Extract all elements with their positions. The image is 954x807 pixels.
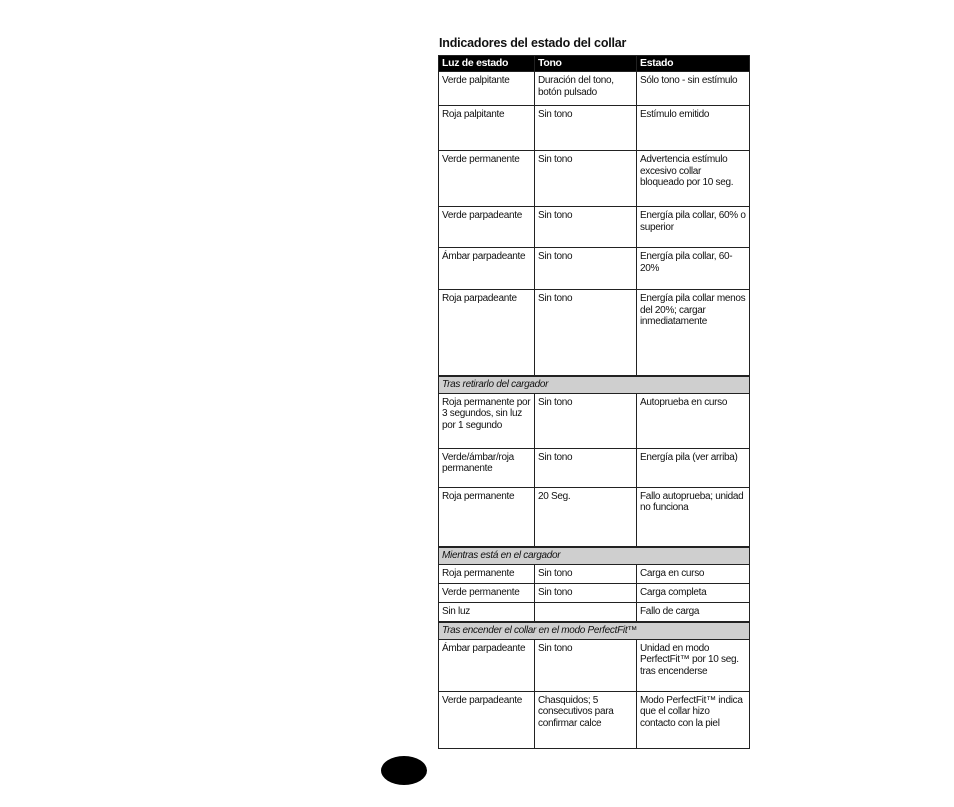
section-heading: Tras encender el collar en el modo PerfectFit™ xyxy=(439,622,750,640)
table-row xyxy=(439,487,750,547)
cell-light: Sin luz xyxy=(439,603,535,622)
table-row xyxy=(439,603,750,622)
cell-status: Unidad en modo PerfectFit™ por 10 seg. tras encenderse xyxy=(637,639,750,691)
section-heading: Mientras está en el cargador xyxy=(439,547,750,565)
cell-status: Estímulo emitido xyxy=(637,106,750,151)
cell-status: Energía pila (ver arriba) xyxy=(637,448,750,487)
page-marker-dot xyxy=(381,756,427,785)
cell-light: Verde permanente xyxy=(439,584,535,603)
section-header-row xyxy=(439,376,750,394)
cell-tone: Sin tono xyxy=(535,290,637,376)
cell-light: Roja permanente por 3 segundos, sin luz por 1 segundo xyxy=(439,393,535,448)
column-header-light: Luz de estado xyxy=(439,56,535,72)
cell-light: Roja palpitante xyxy=(439,106,535,151)
section-header-row xyxy=(439,622,750,640)
cell-tone: Sin tono xyxy=(535,639,637,691)
table-header-row xyxy=(439,56,750,72)
page-title: Indicadores del estado del collar xyxy=(439,36,627,50)
cell-light: Verde permanente xyxy=(439,151,535,207)
section-header-row xyxy=(439,547,750,565)
cell-light: Ámbar parpadeante xyxy=(439,248,535,290)
cell-tone: Sin tono xyxy=(535,248,637,290)
cell-tone: Sin tono xyxy=(535,151,637,207)
cell-light: Ámbar parpadeante xyxy=(439,639,535,691)
cell-status: Fallo de carga xyxy=(637,603,750,622)
cell-tone: Sin tono xyxy=(535,106,637,151)
cell-tone: Sin tono xyxy=(535,448,637,487)
cell-light: Verde/ámbar/roja permanente xyxy=(439,448,535,487)
cell-tone: Duración del tono, botón pulsado xyxy=(535,72,637,106)
cell-tone xyxy=(535,603,637,622)
cell-status: Energía pila collar menos del 20%; cargar inmediatamente xyxy=(637,290,750,376)
table-row xyxy=(439,639,750,691)
table-row xyxy=(439,290,750,376)
table-row xyxy=(439,72,750,106)
cell-light: Roja parpadeante xyxy=(439,290,535,376)
cell-status: Energía pila collar, 60% o superior xyxy=(637,207,750,248)
table-row xyxy=(439,207,750,248)
cell-light: Verde parpadeante xyxy=(439,691,535,748)
cell-status: Energía pila collar, 60-20% xyxy=(637,248,750,290)
table-row xyxy=(439,691,750,748)
cell-status: Fallo autoprueba; unidad no funciona xyxy=(637,487,750,547)
table-row xyxy=(439,106,750,151)
cell-status: Sólo tono - sin estímulo xyxy=(637,72,750,106)
table-row xyxy=(439,565,750,584)
cell-tone: Chasquidos; 5 consecutivos para confirmar calce xyxy=(535,691,637,748)
cell-light: Roja permanente xyxy=(439,565,535,584)
cell-tone: Sin tono xyxy=(535,565,637,584)
cell-tone: Sin tono xyxy=(535,207,637,248)
cell-status: Advertencia estímulo excesivo collar bloqueado por 10 seg. xyxy=(637,151,750,207)
cell-status: Modo PerfectFit™ indica que el collar hizo contacto con la piel xyxy=(637,691,750,748)
cell-light: Verde parpadeante xyxy=(439,207,535,248)
cell-tone: Sin tono xyxy=(535,393,637,448)
table-row xyxy=(439,448,750,487)
section-heading: Tras retirarlo del cargador xyxy=(439,376,750,394)
cell-tone: 20 Seg. xyxy=(535,487,637,547)
column-header-status: Estado xyxy=(637,56,750,72)
cell-status: Carga en curso xyxy=(637,565,750,584)
cell-light: Roja permanente xyxy=(439,487,535,547)
cell-status: Autoprueba en curso xyxy=(637,393,750,448)
cell-status: Carga completa xyxy=(637,584,750,603)
cell-tone: Sin tono xyxy=(535,584,637,603)
table-row xyxy=(439,248,750,290)
table-row xyxy=(439,393,750,448)
table-row xyxy=(439,584,750,603)
column-header-tone: Tono xyxy=(535,56,637,72)
table-row xyxy=(439,151,750,207)
status-indicator-table xyxy=(438,55,750,749)
cell-light: Verde palpitante xyxy=(439,72,535,106)
